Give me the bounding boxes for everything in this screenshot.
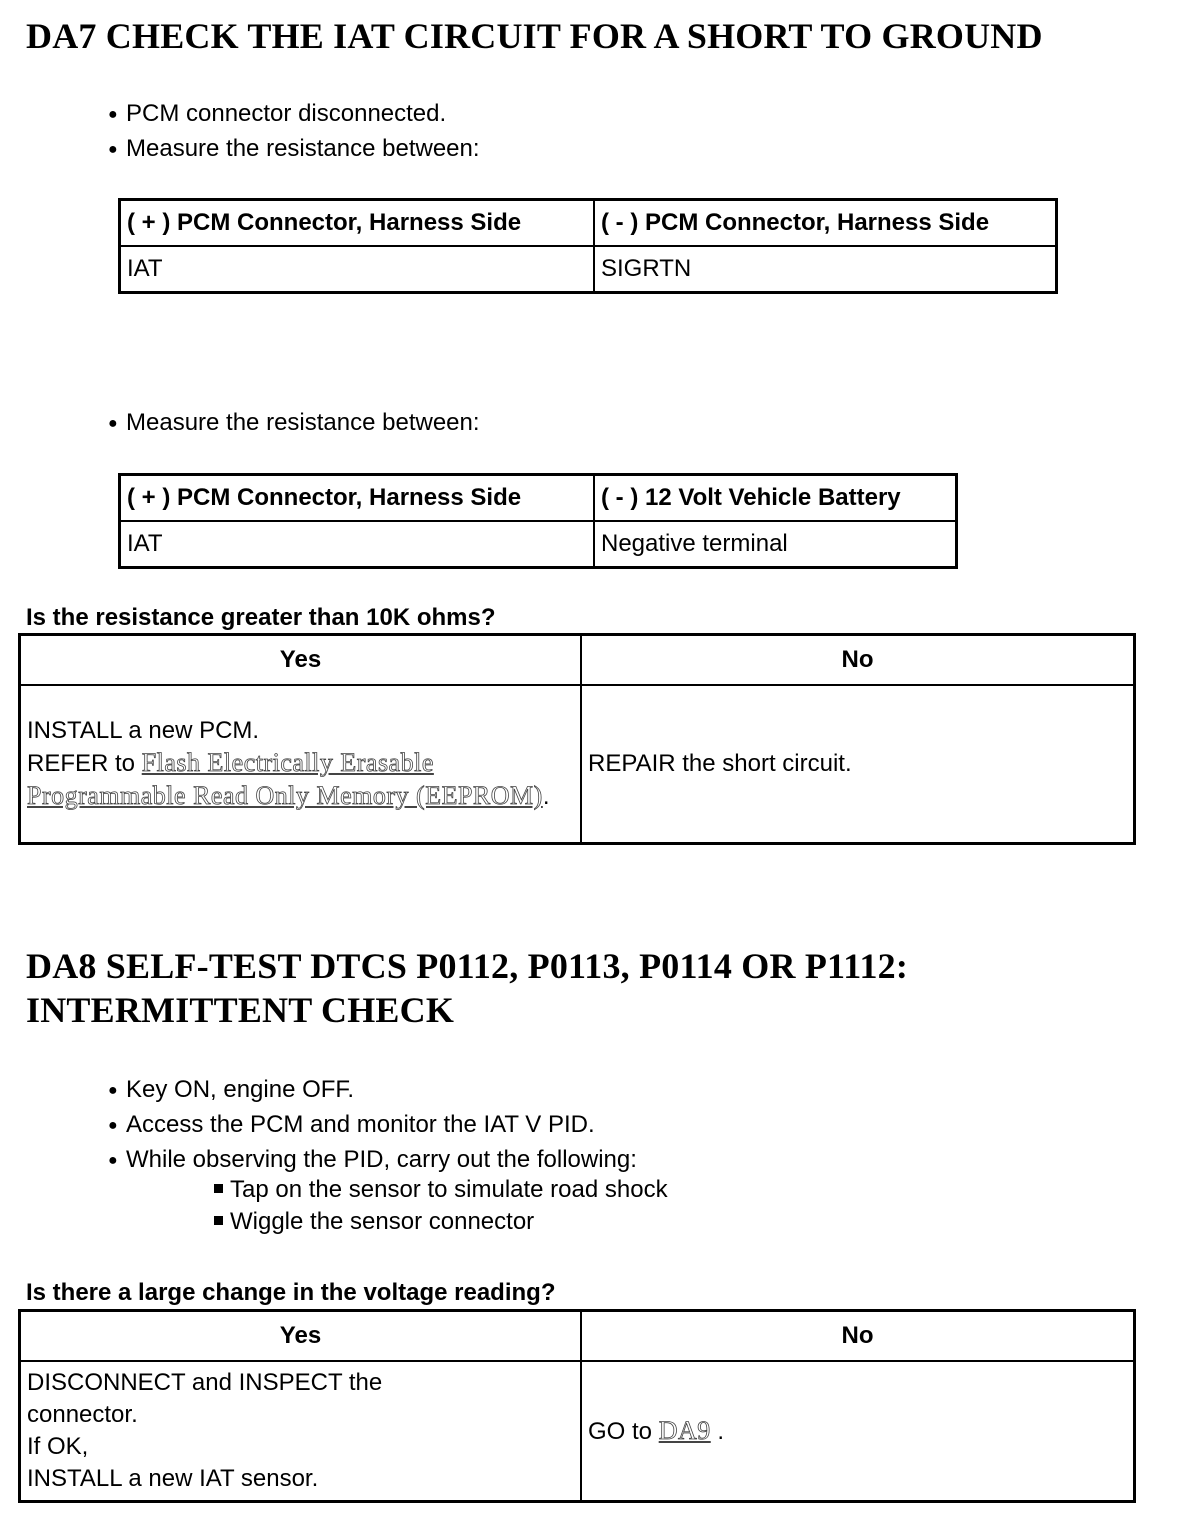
da8-heading-line-1: DA8 SELF-TEST DTCS P0112, P0113, P0114 OR P1112: <box>26 946 909 986</box>
yes-line: connector. <box>27 1401 138 1428</box>
da8-question: Is there a large change in the voltage reading? <box>26 1279 556 1306</box>
no-cell: GO to DA9 . <box>581 1361 1135 1502</box>
da8-heading <box>26 944 908 1032</box>
da9-link[interactable]: DA9 <box>658 1415 711 1445</box>
table-header-cell: ( + ) PCM Connector, Harness Side <box>120 475 595 522</box>
list-item: ● PCM connector disconnected. <box>108 97 480 132</box>
da7-measure-table-2 <box>118 473 958 569</box>
table-row <box>120 521 957 568</box>
da7-question: Is the resistance greater than 10K ohms? <box>26 604 496 631</box>
table-cell: IAT <box>120 521 595 568</box>
table-header-row <box>120 475 957 522</box>
table-header-cell: ( - ) 12 Volt Vehicle Battery <box>594 475 957 522</box>
yes-cell <box>20 1361 582 1502</box>
table-header-cell: ( - ) PCM Connector, Harness Side <box>594 200 1057 247</box>
da8-answer-table <box>18 1309 1136 1503</box>
no-cell: REPAIR the short circuit. <box>581 685 1135 844</box>
bullet-icon: ● <box>108 141 118 158</box>
yes-header: Yes <box>20 1311 582 1362</box>
bullet-icon: ● <box>108 1117 118 1134</box>
yes-cell <box>20 685 582 844</box>
table-header-row <box>20 635 1135 686</box>
yes-line: INSTALL a new PCM. <box>27 717 260 744</box>
da7-answer-table <box>18 633 1136 845</box>
yes-line: INSTALL a new IAT sensor. <box>27 1465 319 1492</box>
list-item: ● Measure the resistance between: <box>108 406 480 441</box>
da7-heading: DA7 CHECK THE IAT CIRCUIT FOR A SHORT TO GROUND <box>26 16 1043 56</box>
table-header-cell: ( + ) PCM Connector, Harness Side <box>120 200 595 247</box>
table-row <box>20 685 1135 844</box>
yes-header: Yes <box>20 635 582 686</box>
square-bullet-icon <box>214 1184 223 1193</box>
table-cell: Negative terminal <box>594 521 957 568</box>
da7-measure-table-1 <box>118 198 1058 294</box>
list-item: ● Access the PCM and monitor the IAT V PID. <box>108 1108 637 1143</box>
bullet-icon: ● <box>108 1152 118 1169</box>
no-header: No <box>581 635 1135 686</box>
bullet-icon: ● <box>108 415 118 432</box>
da7-bullet-list <box>108 97 480 167</box>
eeprom-link[interactable]: Flash Electrically Erasable Programmable Read Only Memory (EEPROM) <box>27 748 543 810</box>
bullet-icon: ● <box>108 106 118 123</box>
yes-line: If OK, <box>27 1433 89 1460</box>
square-bullet-icon <box>214 1216 223 1225</box>
table-header-row <box>20 1311 1135 1362</box>
yes-line: DISCONNECT and INSPECT the <box>27 1369 383 1396</box>
yes-refer: REFER to Flash Electrically Erasable Programmable Read Only Memory (EEPROM). <box>27 748 550 810</box>
table-cell: IAT <box>120 246 595 293</box>
table-row <box>20 1361 1135 1502</box>
bullet-icon: ● <box>108 1082 118 1099</box>
da7-bullet-list-2 <box>108 406 480 441</box>
table-row <box>120 246 1057 293</box>
no-header: No <box>581 1311 1135 1362</box>
list-item: ● Measure the resistance between: <box>108 132 480 167</box>
list-item: ● Key ON, engine OFF. <box>108 1073 637 1108</box>
table-cell: SIGRTN <box>594 246 1057 293</box>
da8-heading-line-2: INTERMITTENT CHECK <box>26 990 455 1030</box>
table-header-row <box>120 200 1057 247</box>
list-item: ● While observing the PID, carry out the following: <box>108 1143 637 1178</box>
da8-sub-bullet-list <box>210 1174 668 1238</box>
list-item: Wiggle the sensor connector <box>210 1206 668 1238</box>
list-item: Tap on the sensor to simulate road shock <box>210 1174 668 1206</box>
da8-bullet-list <box>108 1073 637 1178</box>
